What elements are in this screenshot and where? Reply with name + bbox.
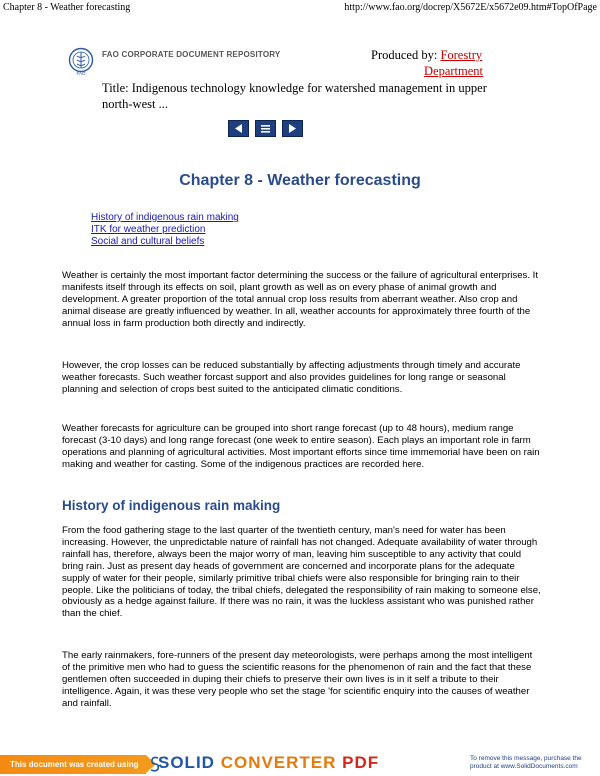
produced-by-label: Produced by: bbox=[371, 48, 438, 62]
document-title: Title: Indigenous technology knowledge for watershed management in upper north-west ... bbox=[102, 81, 487, 111]
paragraph-intro: Weather is certainly the most important factor determining the success or the failure of agricultural enterprises. It manifests itself through its effects on soil, plant growth as well as on every phase of animal growth and development. A greater proportion of the total annual crop loss results from aberrant weather. Also crop and animal disease are greatly influenced by weather. In all, weather accounts for approximately three fourth of the annual loss in farm production both directly and indirectly. bbox=[62, 270, 538, 329]
paragraph-crop-losses: However, the crop losses can be reduced substantially by affecting adjustments through timely and accurate weather forecasts. Such weather forcast support and also provides guidelines for long range or seasonal planning and selection of crops best suited to the anticipated climatic conditions. bbox=[62, 360, 521, 395]
svg-text:FAO: FAO bbox=[76, 71, 86, 76]
footer-brand[interactable] bbox=[158, 753, 379, 773]
forestry-link[interactable]: Forestry bbox=[440, 48, 483, 62]
section-heading-history: History of indigenous rain making bbox=[62, 498, 281, 513]
arrow-left-icon bbox=[233, 123, 244, 134]
nav-buttons bbox=[228, 120, 303, 137]
next-button[interactable] bbox=[282, 120, 303, 137]
arrow-right-icon bbox=[287, 123, 298, 134]
paragraph-history: From the food gathering stage to the last quarter of the twentieth century, man's need for water has been increasing. However, the unpredictable nature of rainfall has not changed. Adequate availability of water through rainfall has, therefore, always been the major worry of man, leaving him susceptible to any activity that could bring rain. Just as present day heads of government are concerned and incorporate plans for the adequate supply of water for their people, similarly primitive tribal chiefs were also responsible for bringing rain to their people. Like the politicians of today, the tribal chiefs, delegated the responsibility of rain making to someone else, obviously as a hedge against failure. If there was no rain, it was the luckless assistant who was punished rather than the chief. bbox=[62, 525, 541, 620]
previous-button[interactable] bbox=[228, 120, 249, 137]
paragraph-forecast-ranges: Weather forecasts for agriculture can be grouped into short range forecast (up to 48 hours), medium range forecast (3-10 days) and long range forecast (one week to entire season). Each plays an important role in farm operations and planning of agricultural activities. Most important efforts since time immemorial have been on rain making and weather for casting. Some of the indigenous practices are recorded here. bbox=[62, 423, 540, 470]
brand-solid: SOLID bbox=[158, 753, 215, 772]
toc-link-social-beliefs[interactable]: Social and cultural beliefs bbox=[91, 236, 205, 247]
produced-by bbox=[371, 48, 482, 63]
footer-created-text: This document was created using bbox=[0, 755, 146, 774]
repository-label: FAO CORPORATE DOCUMENT REPOSITORY bbox=[102, 50, 281, 59]
footer-note-line2: product at www.SolidDocuments.com bbox=[470, 763, 578, 770]
contents-button[interactable] bbox=[255, 120, 276, 137]
fao-logo-icon bbox=[68, 46, 94, 76]
contents-icon bbox=[260, 123, 271, 134]
brand-converter: CONVERTER bbox=[220, 753, 337, 772]
table-of-contents bbox=[91, 212, 239, 248]
footer-note[interactable] bbox=[470, 755, 582, 771]
toc-link-weather-prediction[interactable]: ITK for weather prediction bbox=[91, 224, 206, 235]
print-header-url: http://www.fao.org/docrep/X5672E/x5672e09.htm#TopOfPage bbox=[344, 2, 597, 13]
toc-link-rain-making[interactable]: History of indigenous rain making bbox=[91, 212, 239, 223]
paragraph-rainmakers: The early rainmakers, fore-runners of the present day meteorologists, were perhaps among the most intelligent of the primitive men who had to guess the scientific reasons for the phenomenon of rain and the fact that these gentlemen often succeeded in duping their chiefs to preserve their own lives is in it self a tribute to their intelligence. Again, it was these very people who set the stage 'for scientific enquiry into the causes of weather and rainfall. bbox=[62, 650, 533, 709]
print-header-title: Chapter 8 - Weather forecasting bbox=[3, 2, 131, 13]
brand-pdf: PDF bbox=[342, 753, 380, 772]
chapter-title: Chapter 8 - Weather forecasting bbox=[179, 172, 421, 189]
watermark-footer bbox=[0, 749, 600, 776]
footer-note-line1: To remove this message, purchase the bbox=[470, 755, 582, 762]
department-link[interactable]: Department bbox=[424, 64, 484, 78]
